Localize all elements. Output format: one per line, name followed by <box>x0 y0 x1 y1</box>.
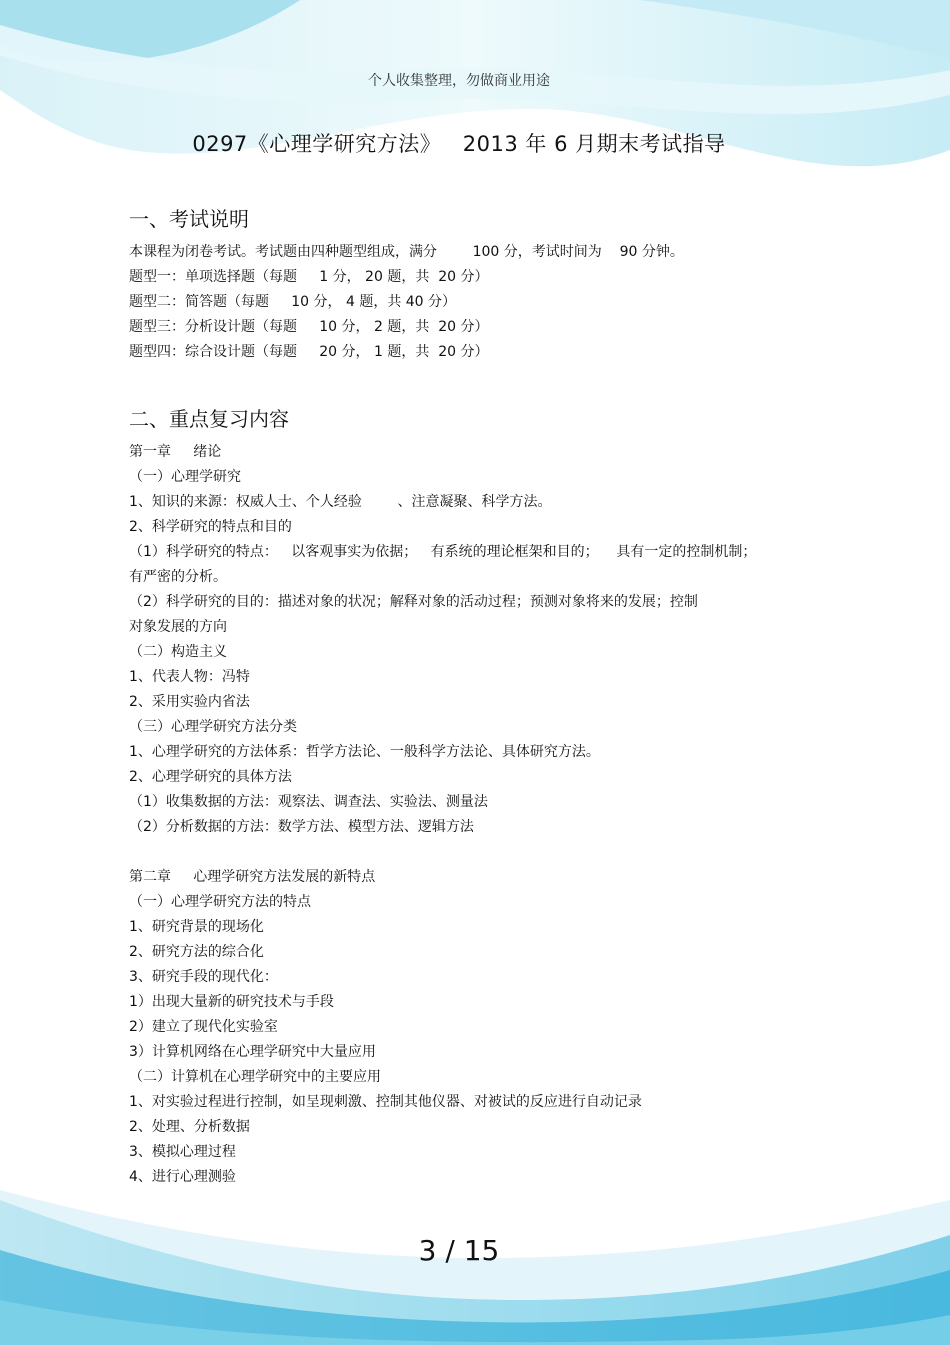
text-line: 本课程为闭卷考试。考试题由四种题型组成，满分 100 分，考试时间为 90 分钟。 <box>129 244 684 260</box>
text-line: 有严密的分析。 <box>129 569 227 585</box>
exam-description-block <box>129 240 819 365</box>
text-line: 1、研究背景的现场化 <box>129 919 264 935</box>
text-line: 2、采用实验内省法 <box>129 694 250 710</box>
watermark-text: 个人收集整理，勿做商业用途 <box>368 73 550 89</box>
text-line: （2）分析数据的方法：数学方法、模型方法、逻辑方法 <box>129 819 474 835</box>
text-line: （2）科学研究的目的：描述对象的状况；解释对象的活动过程；预测对象将来的发展；控制 <box>129 594 698 610</box>
text-line: 1、对实验过程进行控制，如呈现刺激、控制其他仪器、对被试的反应进行自动记录 <box>129 1094 642 1110</box>
text-line: 题型二：简答题（每题 10 分， 4 题，共 40 分） <box>129 294 457 310</box>
text-line: 2、研究方法的综合化 <box>129 944 264 960</box>
text-line: （1）科学研究的特点： 以客观事实为依据； 有系统的理论框架和目的； 具有一定的控制机制； <box>129 544 757 560</box>
chapter-heading: 第二章 心理学研究方法发展的新特点 <box>129 869 376 885</box>
page-indicator: 3 / 15 <box>418 1234 500 1267</box>
review-content-block <box>129 440 819 1190</box>
section-heading-review-content: 二、重点复习内容 <box>129 407 289 431</box>
text-line: （二）计算机在心理学研究中的主要应用 <box>129 1069 381 1085</box>
text-line: 2）建立了现代化实验室 <box>129 1019 278 1035</box>
text-line: （一）心理学研究方法的特点 <box>129 894 311 910</box>
text-line: 1、心理学研究的方法体系：哲学方法论、一般科学方法论、具体研究方法。 <box>129 744 600 760</box>
text-line: 4、进行心理测验 <box>129 1169 236 1185</box>
document-title: 0297《心理学研究方法》 2013 年 6 月期末考试指导 <box>192 132 726 156</box>
text-line: （1）收集数据的方法：观察法、调查法、实验法、测量法 <box>129 794 488 810</box>
text-line: 1）出现大量新的研究技术与手段 <box>129 994 334 1010</box>
spacer <box>129 840 819 865</box>
text-line: 对象发展的方向 <box>129 619 227 635</box>
text-line: 题型一：单项选择题（每题 1 分， 20 题，共 20 分） <box>129 269 489 285</box>
section-heading-exam-description: 一、考试说明 <box>129 207 249 231</box>
text-line: 3）计算机网络在心理学研究中大量应用 <box>129 1044 376 1060</box>
text-line: 2、处理、分析数据 <box>129 1119 250 1135</box>
text-line: 2、科学研究的特点和目的 <box>129 519 292 535</box>
text-line: （一）心理学研究 <box>129 469 241 485</box>
text-line: 题型四：综合设计题（每题 20 分， 1 题，共 20 分） <box>129 344 489 360</box>
chapter-heading: 第一章 绪论 <box>129 444 222 460</box>
text-line: 3、模拟心理过程 <box>129 1144 236 1160</box>
text-line: 3、研究手段的现代化： <box>129 969 278 985</box>
text-line: 2、心理学研究的具体方法 <box>129 769 292 785</box>
text-line: （三）心理学研究方法分类 <box>129 719 297 735</box>
text-line: 题型三：分析设计题（每题 10 分， 2 题，共 20 分） <box>129 319 489 335</box>
text-line: 1、代表人物：冯特 <box>129 669 250 685</box>
text-line: （二）构造主义 <box>129 644 227 660</box>
text-line: 1、知识的来源：权威人士、个人经验 、注意凝聚、科学方法。 <box>129 494 552 510</box>
